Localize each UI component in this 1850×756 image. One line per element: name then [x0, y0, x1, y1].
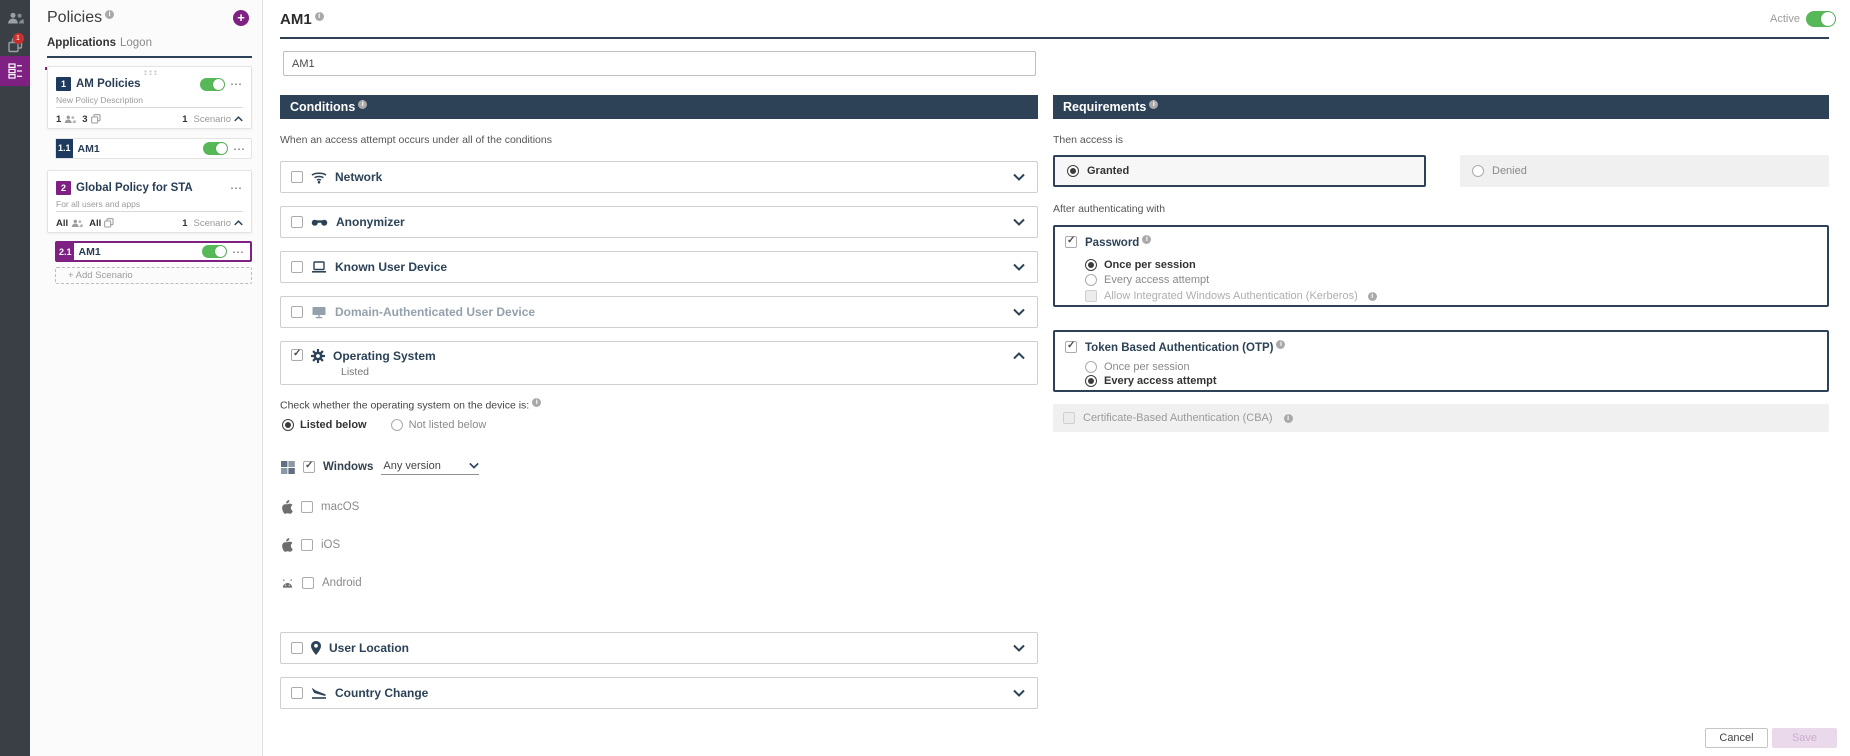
- os-label: iOS: [321, 539, 341, 551]
- drag-handle-icon[interactable]: [143, 70, 157, 75]
- sidebar-title: Policies i: [47, 9, 114, 27]
- monitor-icon: [311, 306, 327, 319]
- pin-icon: [311, 641, 321, 655]
- users-group-icon: [7, 12, 24, 25]
- denied-label: Denied: [1492, 165, 1527, 177]
- applications-icon: [91, 114, 101, 124]
- page-title: AM1 i: [280, 11, 324, 28]
- scenario-toggle[interactable]: [202, 245, 227, 258]
- gear-icon: [311, 349, 325, 363]
- info-icon[interactable]: i: [358, 100, 367, 109]
- condition-label: Domain-Authenticated User Device: [335, 305, 536, 319]
- access-option-denied[interactable]: [1460, 155, 1829, 187]
- users-group-icon: [71, 219, 83, 228]
- password-label: Password i: [1085, 235, 1151, 249]
- granted-radio[interactable]: [1067, 165, 1079, 177]
- condition-row-user-location[interactable]: [280, 632, 1038, 664]
- radio-listed-below[interactable]: Listed below: [282, 419, 367, 431]
- os-checkbox[interactable]: [291, 349, 303, 361]
- policy-card[interactable]: [47, 66, 252, 129]
- scenario-menu-button[interactable]: ⋯: [233, 141, 246, 156]
- chevron-down-icon[interactable]: [1013, 218, 1025, 226]
- ios-checkbox[interactable]: [301, 539, 313, 551]
- add-scenario-button[interactable]: + Add Scenario: [55, 267, 252, 284]
- granted-label: Granted: [1087, 165, 1130, 177]
- access-label: Then access is: [1053, 134, 1124, 146]
- scenario-toggle[interactable]: [203, 142, 228, 155]
- anonymizer-checkbox[interactable]: [291, 216, 303, 228]
- applications-icon: [8, 34, 23, 53]
- add-policy-button[interactable]: +: [233, 10, 249, 26]
- goggles-icon: [311, 218, 328, 227]
- android-icon: [281, 578, 294, 589]
- scenario-count: 1: [182, 217, 188, 229]
- os-question: Check whether the operating system on the device is: i: [280, 398, 541, 412]
- otp-checkbox[interactable]: [1065, 341, 1077, 353]
- chevron-down-icon[interactable]: [1013, 644, 1025, 652]
- active-toggle[interactable]: [1806, 11, 1836, 27]
- policies-sidebar: [30, 0, 263, 756]
- applications-icon: [104, 218, 114, 228]
- otp-every-attempt[interactable]: Every access attempt: [1085, 375, 1217, 387]
- scenario-card-selected[interactable]: [55, 241, 252, 262]
- info-icon[interactable]: i: [315, 12, 324, 21]
- nav-policies-button[interactable]: [0, 56, 30, 86]
- otp-once-per-session[interactable]: Once per session: [1085, 361, 1190, 373]
- cancel-button[interactable]: Cancel: [1705, 728, 1768, 748]
- scenario-card[interactable]: [55, 138, 252, 159]
- os-label: macOS: [321, 501, 360, 513]
- plane-landing-icon: [311, 687, 327, 699]
- scenario-menu-button[interactable]: ⋯: [232, 244, 245, 259]
- users-count: All: [56, 217, 69, 229]
- active-label: Active: [1770, 13, 1800, 25]
- conditions-header: Conditions i: [280, 95, 1038, 119]
- chevron-down-icon[interactable]: [1013, 308, 1025, 316]
- chevron-up-icon: [234, 220, 243, 226]
- condition-row-known-user-device[interactable]: [280, 251, 1038, 283]
- tab-applications[interactable]: Applications: [47, 37, 117, 49]
- scenario-count-toggle[interactable]: [182, 218, 243, 229]
- policy-name: Global Policy for STA: [76, 182, 193, 194]
- chevron-up-icon[interactable]: [1013, 352, 1025, 360]
- nav-applications-button[interactable]: [0, 31, 30, 59]
- android-checkbox[interactable]: [302, 577, 314, 589]
- os-row-android: [281, 575, 362, 591]
- method-otp: [1053, 330, 1829, 392]
- kerberos-checkbox: [1085, 290, 1097, 302]
- radio-not-listed-below[interactable]: Not listed below: [391, 419, 487, 431]
- scenario-name-input[interactable]: [283, 51, 1036, 76]
- os-label: Windows: [323, 461, 374, 473]
- users-count: 1: [56, 113, 62, 125]
- os-row-windows: [281, 459, 479, 475]
- condition-label: User Location: [329, 641, 410, 655]
- policy-card[interactable]: [47, 170, 252, 233]
- condition-row-network[interactable]: [280, 161, 1038, 193]
- notification-badge: 1: [13, 33, 24, 44]
- condition-sub-label: Listed: [341, 366, 370, 378]
- scenario-word: Scenario: [193, 113, 231, 125]
- policy-number-badge: 1: [56, 77, 71, 91]
- apple-icon: [281, 500, 293, 514]
- domain-device-checkbox[interactable]: [291, 306, 303, 318]
- condition-label: Country Change: [335, 686, 429, 700]
- os-row-macos: [281, 499, 359, 515]
- condition-label: Anonymizer: [336, 215, 405, 229]
- users-group-icon: [64, 115, 76, 124]
- policy-description: New Policy Description: [56, 95, 143, 105]
- policy-name: AM Policies: [76, 78, 141, 90]
- condition-label: Known User Device: [335, 260, 448, 274]
- policy-number-badge: 2: [56, 181, 71, 195]
- os-listed-radio-group: [282, 419, 486, 431]
- password-every-attempt[interactable]: Every access attempt: [1085, 274, 1209, 286]
- policies-icon: [8, 63, 23, 79]
- method-password: [1053, 225, 1829, 307]
- apps-count: All: [89, 217, 102, 229]
- condition-row-anonymizer[interactable]: [280, 206, 1038, 238]
- method-cba[interactable]: [1053, 404, 1829, 432]
- os-row-ios: [281, 537, 340, 553]
- cba-label: Certificate-Based Authentication (CBA): [1083, 412, 1273, 424]
- conditions-intro: When an access attempt occurs under all of the conditions: [280, 134, 552, 146]
- condition-row-country-change[interactable]: [280, 677, 1038, 709]
- condition-row-operating-system[interactable]: [280, 341, 1038, 385]
- apple-icon: [281, 538, 293, 552]
- policy-menu-button[interactable]: ⋯: [230, 77, 243, 91]
- cba-checkbox: [1063, 412, 1075, 424]
- windows-version-select[interactable]: Any version: [381, 459, 479, 475]
- info-icon[interactable]: i: [1284, 414, 1293, 423]
- left-nav-rail: [0, 0, 30, 756]
- policy-description: For all users and apps: [56, 199, 141, 209]
- condition-row-domain-device[interactable]: [280, 296, 1038, 328]
- network-checkbox[interactable]: [291, 171, 303, 183]
- policy-toggle[interactable]: [200, 78, 225, 91]
- chevron-down-icon[interactable]: [1013, 173, 1025, 181]
- sidebar-tabs: [47, 34, 252, 58]
- chevron-up-icon: [234, 116, 243, 122]
- scenario-name: AM1: [78, 245, 101, 258]
- os-label: Android: [322, 577, 362, 589]
- policy-menu-button[interactable]: ⋯: [230, 181, 243, 195]
- scenario-number-badge: 1.1: [56, 139, 73, 158]
- apps-count: 3: [82, 113, 88, 125]
- title-divider: [280, 37, 1829, 39]
- password-checkbox[interactable]: [1065, 236, 1077, 248]
- user-location-checkbox[interactable]: [291, 642, 303, 654]
- info-icon[interactable]: i: [1368, 292, 1377, 301]
- country-change-checkbox[interactable]: [291, 687, 303, 699]
- known-device-checkbox[interactable]: [291, 261, 303, 273]
- tab-logon[interactable]: Logon: [120, 37, 152, 49]
- windows-icon: [281, 461, 295, 474]
- condition-label: Operating System: [333, 349, 436, 363]
- kerberos-option[interactable]: Allow Integrated Windows Authentication (Kerberos) i: [1085, 290, 1377, 302]
- scenario-word: Scenario: [193, 217, 231, 229]
- wifi-icon: [311, 171, 327, 184]
- info-icon[interactable]: i: [1142, 235, 1151, 244]
- info-icon[interactable]: i: [105, 10, 114, 19]
- denied-radio[interactable]: [1472, 165, 1484, 177]
- condition-label: Network: [335, 170, 383, 184]
- scenario-count: 1: [182, 113, 188, 125]
- nav-users-button[interactable]: [0, 4, 30, 32]
- otp-label: Token Based Authentication (OTP) i: [1085, 340, 1285, 354]
- info-icon[interactable]: i: [1276, 340, 1285, 349]
- laptop-icon: [311, 261, 327, 273]
- chevron-down-icon[interactable]: [1013, 689, 1025, 697]
- macos-checkbox[interactable]: [301, 501, 313, 513]
- access-option-granted[interactable]: [1053, 155, 1426, 187]
- chevron-down-icon[interactable]: [1013, 263, 1025, 271]
- password-once-per-session[interactable]: Once per session: [1085, 259, 1196, 271]
- scenario-number-badge: 2.1: [57, 243, 74, 260]
- scenario-name: AM1: [77, 142, 100, 155]
- info-icon[interactable]: i: [532, 398, 541, 407]
- requirements-header: Requirements i: [1053, 95, 1829, 119]
- auth-label: After authenticating with: [1053, 203, 1166, 215]
- save-button[interactable]: Save: [1772, 728, 1837, 748]
- scenario-count-toggle[interactable]: [182, 114, 243, 125]
- info-icon[interactable]: i: [1149, 100, 1158, 109]
- windows-checkbox[interactable]: [303, 461, 315, 473]
